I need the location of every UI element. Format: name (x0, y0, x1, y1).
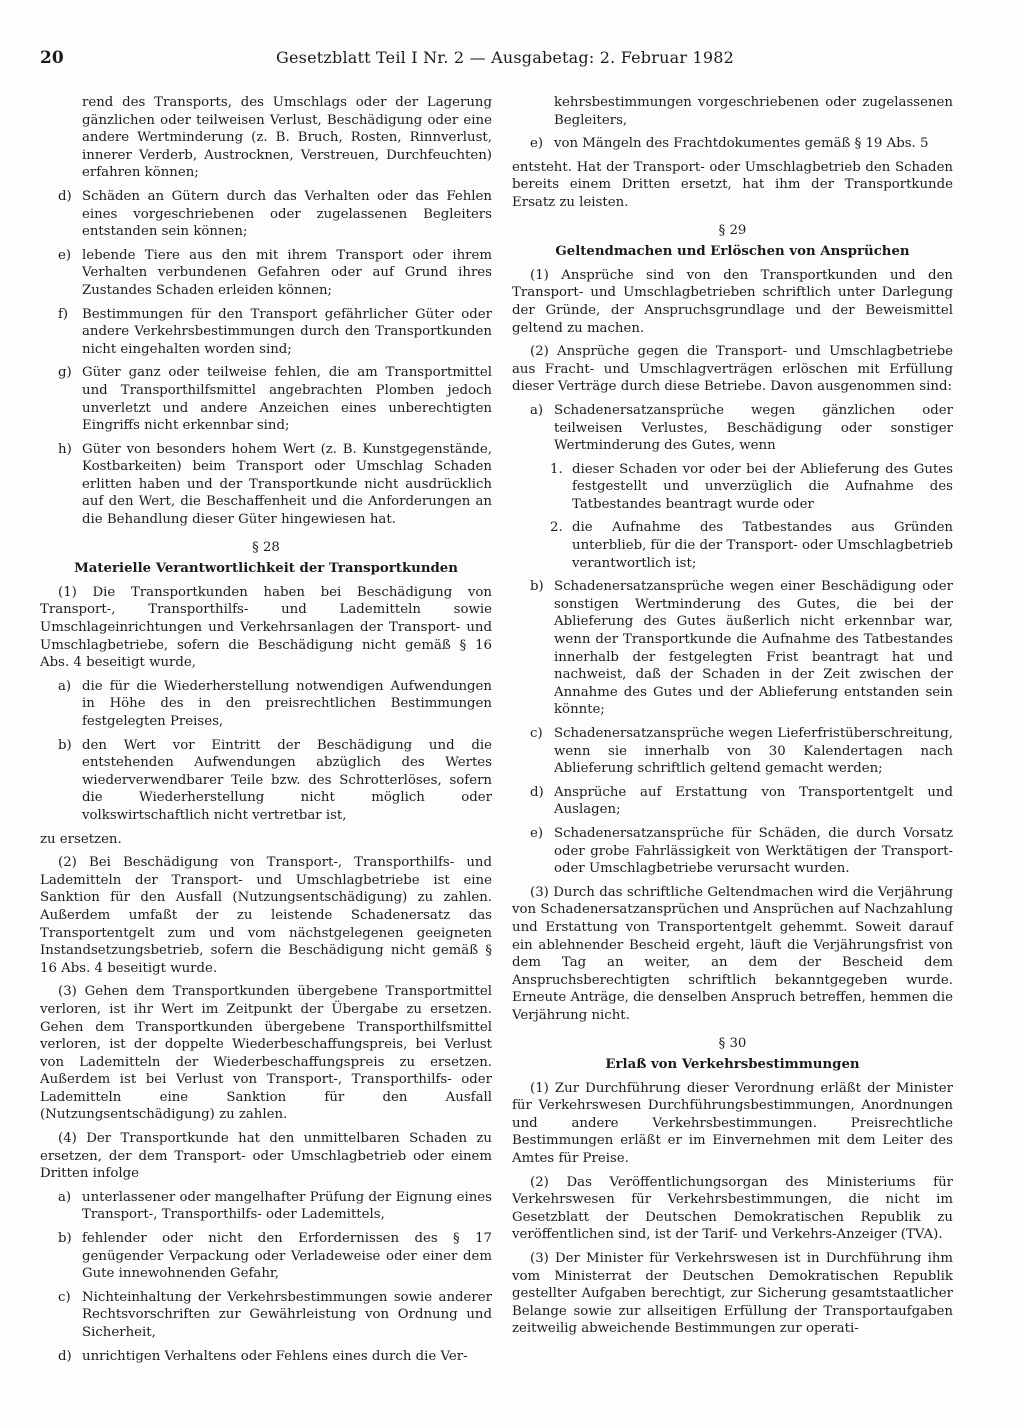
paragraph: (3) Der Minister für Verkehrswesen ist in Durchführung ihm vom Ministerrat der Deutschen Demokratischen Republik gestellter Aufgaben berechtigt, zur Sicherung gesamtstaatlicher Belange sowie zur allseitigen Erfüllung der Transportaufgaben zeitweilig abweichende Bestimmungen zur operati- (512, 1251, 953, 1337)
page-number: 20 (40, 48, 64, 68)
paragraph: (1) Zur Durchführung dieser Verordnung erläßt der Minister für Verkehrswesen Durchführungsbestimmungen, Anordnungen und andere Verkehrsbestimmungen. Preisrechtliche Bestimmungen erläßt er im Einvernehmen mit dem Leiter des Amtes für Preise. (512, 1080, 953, 1167)
section-number: § 30 (718, 1035, 747, 1051)
paragraph: (4) Der Transportkunde hat den unmittelbaren Schaden zu ersetzen, der dem Transport- oder Umschlagbetrieb oder einem Dritten infolge (40, 1131, 492, 1182)
list-item: d) Schäden an Gütern durch das Verhalten oder das Fehlen eines vorgeschriebenen oder zugelassenen Begleiters entstanden sein können; (58, 188, 492, 240)
section-title: Materielle Verantwortlichkeit der Transportkunden (74, 561, 458, 577)
paragraph: (2) Das Veröffentlichungsorgan des Ministeriums für Verkehrswesen für Verkehrsbestimmungen, die nicht im Gesetzblatt der Deutschen Demokratischen Republik zu veröffentlichen sind, ist der Tarif- und Verkehrs-Anzeiger (TVA). (512, 1174, 953, 1243)
list-item: d) Ansprüche auf Erstattung von Transportentgelt und Auslagen; (530, 784, 953, 818)
continued-item-d: kehrsbestimmungen vorgeschriebenen oder zugelassenen Begleiters, (554, 95, 953, 128)
left-column (40, 94, 492, 1371)
list-item: a) Schadenersatzansprüche wegen gänzlichen oder teilweisen Verlustes, Beschädigung oder sonstiger Wertminderung des Gutes, wenn (530, 402, 953, 454)
list-item: d) unrichtigen Verhaltens oder Fehlens eines durch die Ver- (58, 1348, 468, 1364)
list-item: c) Nichteinhaltung der Verkehrsbestimmungen sowie anderer Rechtsvorschriften zur Gewährleistung von Ordnung und Sicherheit, (58, 1289, 492, 1340)
list-item: e) Schadenersatzansprüche für Schäden, die durch Vorsatz oder grobe Fahrlässigkeit von Werktätigen der Transport- oder Umschlagbetriebe verursacht wurden. (530, 825, 953, 877)
list-item: e) von Mängeln des Frachtdokumentes gemäß § 19 Abs. 5 (530, 136, 929, 152)
list-item: h) Güter von besonders hohem Wert (z. B. Kunstgegenstände, Kostbarkeiten) beim Transport oder Umschlag Schaden erlitten haben und der Transportkunde nicht ausdrücklich auf den Wert, die Beschaffenheit und die Anforderungen an die Behandlung dieser Güter hingewiesen hat. (58, 441, 492, 528)
continued-item-c: rend des Transports, des Umschlags oder der Lagerung gänzlichen oder teilweisen Verlust, Beschädigung oder eine andere Wertminderung (z. B. Bruch, Rosten, Rinnverlust, innerer Verderb, Austrocknen, Verstreuen, Durchfeuchten) erfahren können; (82, 95, 492, 181)
list-item: a) die für die Wiederherstellung notwendigen Aufwendungen in Höhe des in den preisrechtlichen Bestimmungen festgelegten Preises, (58, 678, 492, 729)
section-number: § 28 (252, 539, 280, 555)
list-item: a) unterlassener oder mangelhafter Prüfung der Eignung eines Transport-, Transporthilfs- oder Lademittels, (58, 1189, 492, 1223)
sub-list-item: 2. die Aufnahme des Tatbestandes aus Gründen unterblieb, für die der Transport- oder Umschlagbetrieb verantwortlich ist; (550, 520, 953, 571)
section-number: § 29 (718, 222, 747, 238)
list-item: b) fehlender oder nicht den Erfordernissen des § 17 genügender Verpackung oder Verladeweise oder einer dem Gute innewohnenden Gefahr, (58, 1231, 492, 1282)
list-item: e) lebende Tiere aus den mit ihrem Transport oder ihrem Verhalten verbundenen Gefahren oder auf Grund ihres Zustandes Schaden erleiden können; (58, 247, 492, 298)
list-item: f) Bestimmungen für den Transport gefährlicher Güter oder andere Verkehrsbestimmungen durch den Transportkunden nicht eingehalten worden sind; (58, 306, 492, 357)
paragraph: (2) Ansprüche gegen die Transport- und Umschlagbetriebe aus Fracht- und Umschlagverträgen erlöschen mit Erfüllung dieser Verträge durch diese Betriebe. Davon ausgenommen sind: (512, 344, 953, 395)
paragraph: entsteht. Hat der Transport- oder Umschlagbetrieb den Schaden bereits einem Dritten ersetzt, hat ihm der Transportkunde Ersatz zu leisten. (512, 159, 953, 210)
list-item: g) Güter ganz oder teilweise fehlen, die am Transportmittel und Transporthilfsmittel angebrachten Plomben jedoch unverletzt und andere Anzeichen eines unberechtigten Eingriffs nicht erkennbar sind; (58, 365, 492, 434)
paragraph: (3) Gehen dem Transportkunden übergebene Transportmittel verloren, ist ihr Wert im Zeitpunkt der Übergabe zu ersetzen. Gehen dem Transportkunden übergebene Transporthilfsmittel verloren, ist der doppelte Wiederbeschaffungspreis, bei Verlust von Lademitteln der Wiederbeschaffungspreis zu ersetzen. Außerdem ist bei Verlust von Transport-, Transporthilfs- oder Lademitteln eine Sanktion für den Ausfall (Nutzungsentschädigung) zu zahlen. (40, 984, 492, 1123)
paragraph: (3) Durch das schriftliche Geltendmachen wird die Verjährung von Schadenersatzansprüchen und Ansprüchen auf Nachzahlung und Erstattung von Transportentgelt gehemmt. Soweit darauf ein ablehnender Bescheid ergeht, läuft die Verjährungsfrist von dem Tag an weiter, an dem der Bescheid dem Anspruchsberechtigten schriftlich bekanntgegeben wurde. Erneute Anträge, die denselben Anspruch betreffen, hemmen die Verjährung nicht. (512, 884, 953, 1023)
list-item: b) den Wert vor Eintritt der Beschädigung und die entstehenden Aufwendungen abzüglich des Wertes wiederverwendbarer Teile bzw. des Schrotterlöses, sofern die Wiederherstellung nicht möglich oder volkswirtschaftlich nicht vertretbar ist, (58, 737, 492, 823)
paragraph-end: zu ersetzen. (40, 831, 122, 847)
paragraph: (1) Ansprüche sind von den Transportkunden und den Transport- und Umschlagbetrieben schriftlich unter Darlegung der Gründe, der Anspruchsgrundlage und der Beweismittel geltend zu machen. (512, 267, 953, 336)
paragraph: (2) Bei Beschädigung von Transport-, Transporthilfs- und Lademitteln der Transport- und Umschlagbetriebe ist eine Sanktion für den Ausfall (Nutzungsentschädigung) zu zahlen. Außerdem umfaßt der zu leistende Schadenersatz das Transportentgelt zum und vom nächstgelegenen geeigneten Instandsetzungsbetrieb, sofern die Beschädigung nicht gemäß § 16 Abs. 4 beseitigt wurde. (40, 855, 492, 976)
list-item: b) Schadenersatzansprüche wegen einer Beschädigung oder sonstigen Wertminderung des Gutes, die bei der Ablieferung des Gutes äußerlich nicht erkennbar war, wenn der Transportkunde die Aufnahme des Tatbestandes innerhalb der festgelegten Frist beantragt hat und nachweist, daß der Schaden in der Zeit zwischen der Annahme des Gutes und der Ablieferung entstanden sein könnte; (530, 579, 953, 718)
sub-list-item: 1. dieser Schaden vor oder bei der Ablieferung des Gutes festgestellt und unverzüglich die Aufnahme des Tatbestandes beantragt wurde oder (550, 461, 953, 512)
right-column (512, 94, 953, 1344)
section-title: Erlaß von Verkehrsbestimmungen (605, 1057, 860, 1073)
section-title: Geltendmachen und Erlöschen von Ansprüchen (555, 244, 910, 260)
page-header (40, 48, 970, 76)
paragraph: (1) Die Transportkunden haben bei Beschädigung von Transport-, Transporthilfs- und Lademitteln sowie Umschlageinrichtungen und Verkehrsanlagen der Transport- und Umschlagbetriebe, sofern die Beschädigung nicht gemäß § 16 Abs. 4 beseitigt wurde, (40, 584, 492, 671)
publication-header: Gesetzblatt Teil I Nr. 2 — Ausgabetag: 2. Februar 1982 (276, 48, 734, 67)
list-item: c) Schadenersatzansprüche wegen Lieferfristüberschreitung, wenn sie innerhalb von 30 Kalendertagen nach Ablieferung schriftlich geltend gemacht werden; (530, 726, 953, 777)
